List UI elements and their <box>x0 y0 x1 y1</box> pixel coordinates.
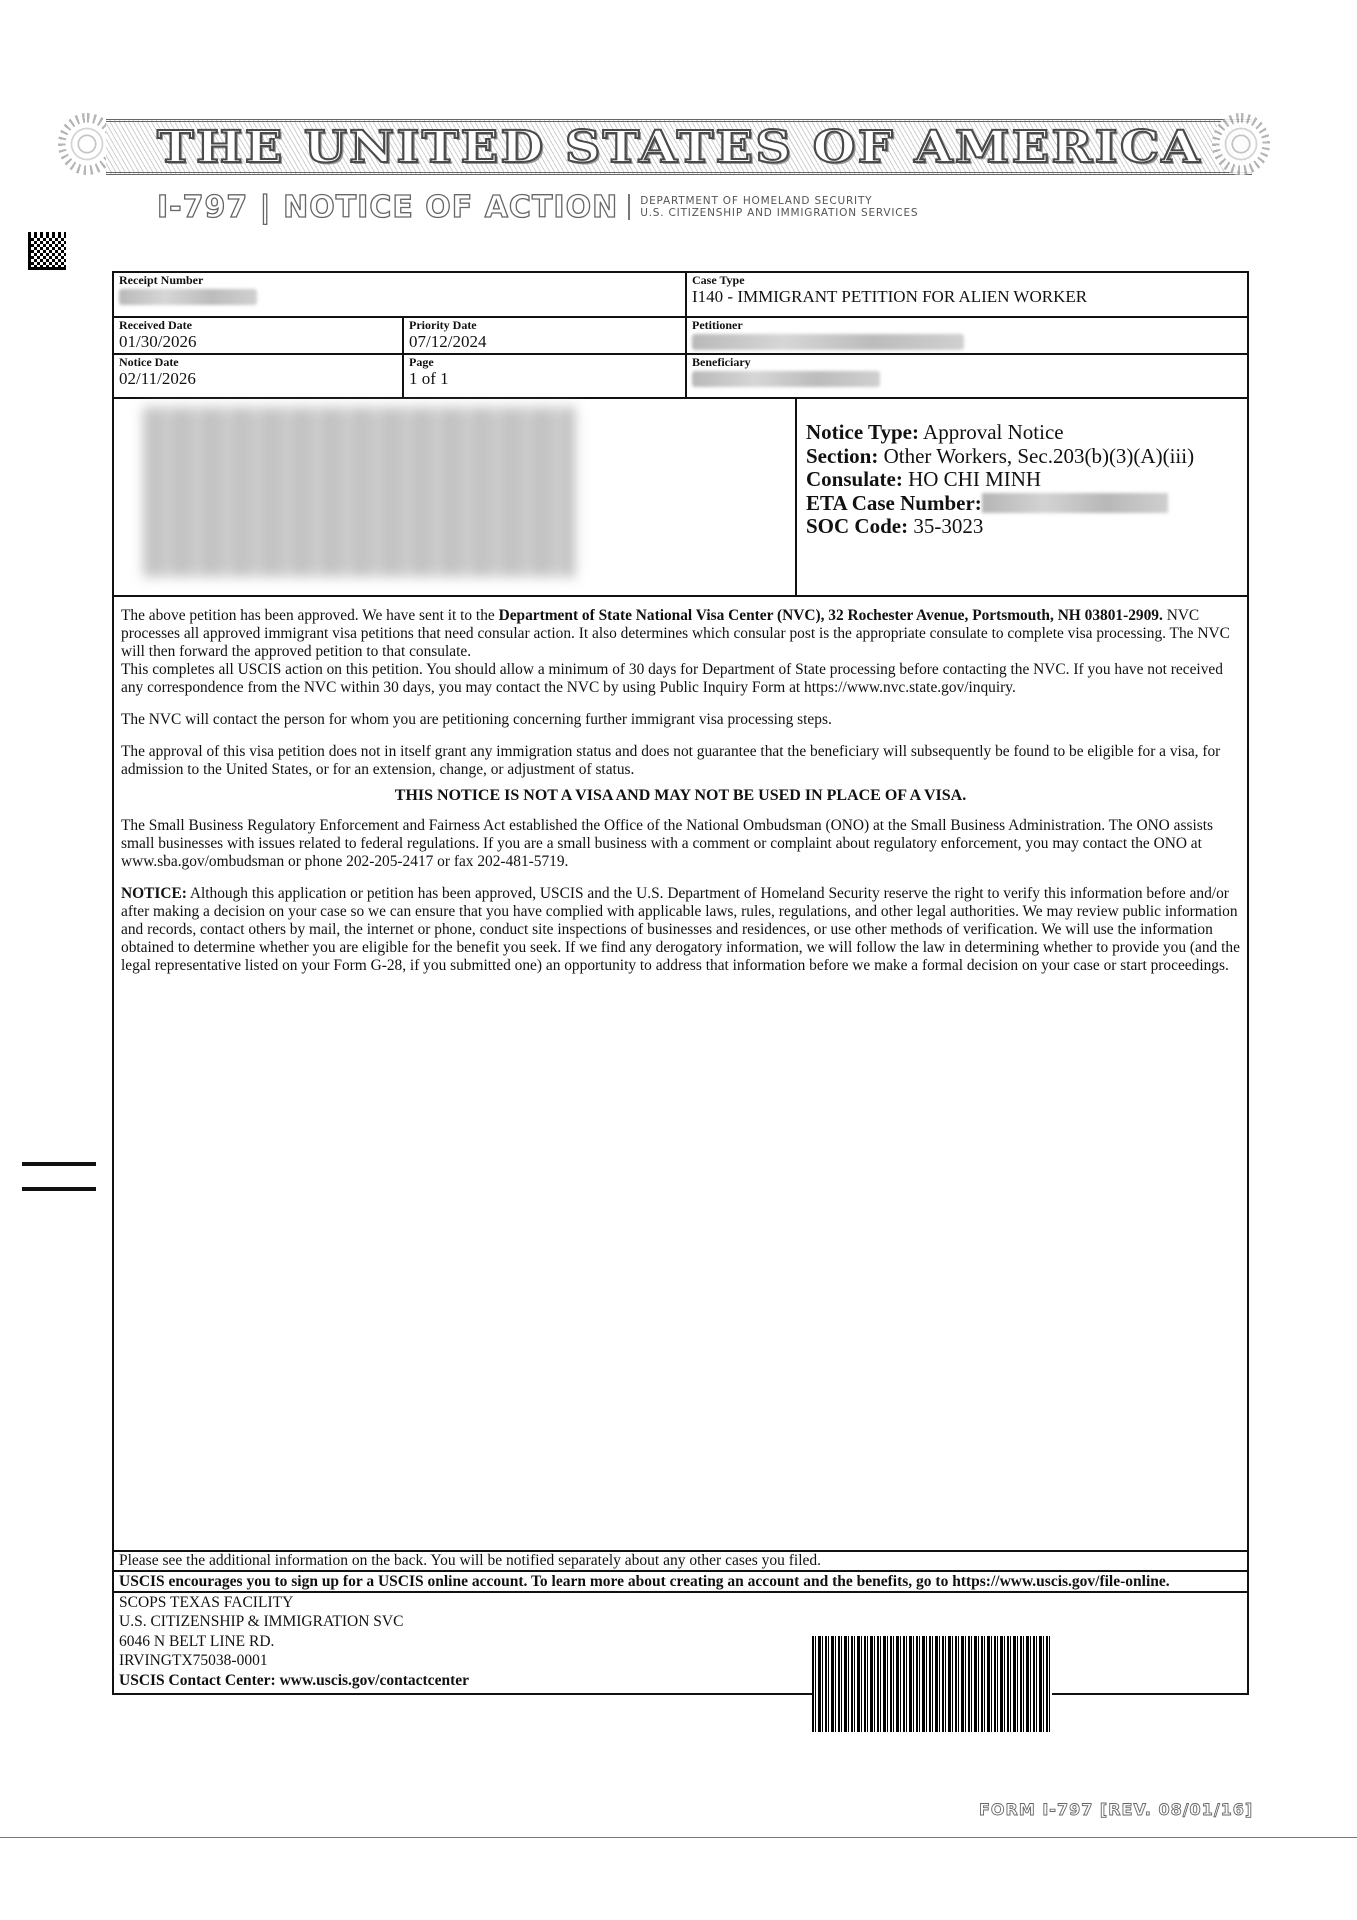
paragraph-status: The approval of this visa petition does not in itself grant any immigration status and does not guarantee that the beneficiary will subsequently be found to be eligible for a visa, for admission to the United States, or for an extension, change, or adjustment of status. <box>121 743 1221 778</box>
paragraph-approval: The above petition has been approved. We have sent it to the Department of State National Visa Center (NVC), 32 Rochester Avenue, Portsmouth, NH 03801-2909. NVC processes all approved immigrant visa petitions that need consular action. It also determines which consular post is the appropriate consulate to complete visa processing. The NVC will then forward the approved petition to that consulate. <box>121 607 1230 660</box>
office-line: U.S. CITIZENSHIP & IMMIGRATION SVC <box>119 1613 404 1631</box>
petitioner-field <box>687 318 1247 355</box>
received-date-field <box>114 318 404 355</box>
page-value: 1 of 1 <box>409 369 449 388</box>
datamatrix-code-icon <box>28 232 66 270</box>
field-label: Notice Date <box>119 355 179 369</box>
contact-center: USCIS Contact Center: www.uscis.gov/contactcenter <box>119 1671 469 1689</box>
field-label: Page <box>409 355 434 369</box>
rosette-ornament-icon <box>1212 113 1270 175</box>
field-label: Received Date <box>119 318 192 332</box>
paragraph-uscis-action: This completes all USCIS action on this petition. You should allow a minimum of 30 days for Department of State processing before contacting the NVC. If you have not received any correspondence from the NVC within 30 days, you may contact the NVC by using Public Inquiry Form at https://www.nvc.state.gov/inquiry. <box>121 661 1223 696</box>
notice-info <box>797 399 1203 595</box>
field-label: Petitioner <box>692 318 743 332</box>
online-account-notice: USCIS encourages you to sign up for a USCIS online account. To learn more about creating an account and the benefits, go to https://www.uscis.gov/file-online. <box>114 1572 1247 1593</box>
paragraph-notice: NOTICE: Although this application or petition has been approved, USCIS and the U.S. Department of Homeland Security reserve the right to verify this information before and/or after making a decision on your case so we can ensure that you have complied with applicable laws, rules, regulations, and other legal authorities. We may review public information and records, contact others by mail, the internet or phone, conduct site inspections of businesses and residences, or use other methods of verification. We will use the information obtained to determine whether you are eligible for the benefit you seek. If we find any derogatory information, we will follow the law in determining whether to provide you (and the legal representative listed on your Form G-28, if you submitted one) an opportunity to address that information before we make a formal decision on your case or start proceedings. <box>121 885 1240 974</box>
petitioner-redacted <box>692 334 964 350</box>
notice-date-field <box>114 355 404 397</box>
department-name <box>640 195 918 219</box>
receipt-number-redacted <box>119 289 257 305</box>
banner-title: THE UNITED STATES OF AMERICA <box>156 121 1202 173</box>
form-revision: FORM I-797 [REV. 08/01/16] <box>979 1800 1254 1819</box>
eta-redacted <box>982 493 1168 513</box>
mailing-address-redacted <box>114 399 797 595</box>
not-a-visa-warning: THIS NOTICE IS NOT A VISA AND MAY NOT BE USED IN PLACE OF A VISA. <box>394 787 967 804</box>
soc-code: SOC Code: 35-3023 <box>806 514 984 538</box>
office-block <box>114 1593 1247 1693</box>
case-type-field <box>687 273 1247 318</box>
notice-body <box>114 597 1247 1552</box>
paragraph-ombudsman: The Small Business Regulatory Enforcement and Fairness Act established the Office of the National Ombudsman (ONO) at the Small Business Administration. The ONO assists small businesses with issues related to federal regulations. If you are a small business with a comment or complaint about regulatory enforcement, you may contact the ONO at www.sba.gov/ombudsman or phone 202-205-2417 or fax 202-481-5719. <box>121 817 1213 870</box>
banner <box>48 113 1310 179</box>
receipt-number-field <box>114 273 687 318</box>
priority-date-field <box>404 318 687 355</box>
redacted-address-block <box>144 407 576 577</box>
field-label: Beneficiary <box>692 355 751 369</box>
field-label: Case Type <box>692 273 745 287</box>
received-date-value: 01/30/2026 <box>119 332 197 351</box>
department-line-1: DEPARTMENT OF HOMELAND SECURITY <box>640 195 873 207</box>
case-fields <box>114 273 1247 399</box>
department-line-2: U.S. CITIZENSHIP AND IMMIGRATION SERVICES <box>640 207 919 219</box>
form-title: I-797 | NOTICE OF ACTION <box>157 189 619 225</box>
paragraph-nvc-contact: The NVC will contact the person for whom you are petitioning concerning further immigrant visa processing steps. <box>121 711 832 728</box>
office-line: IRVINGTX75038-0001 <box>119 1652 268 1670</box>
office-line: SCOPS TEXAS FACILITY <box>119 1594 294 1611</box>
field-label: Receipt Number <box>119 273 204 287</box>
notice-date-value: 02/11/2026 <box>119 369 196 388</box>
additional-info: Please see the additional information on the back. You will be notified separately about any other cases you filed. <box>114 1552 1247 1572</box>
office-line: 6046 N BELT LINE RD. <box>119 1632 275 1650</box>
consulate: Consulate: HO CHI MINH <box>806 467 1042 491</box>
notice-type: Notice Type: Approval Notice <box>806 420 1064 444</box>
beneficiary-field <box>687 355 1247 397</box>
banner-frame <box>106 119 1252 175</box>
priority-date-value: 07/12/2024 <box>409 332 487 351</box>
barcode-icon <box>812 1636 1052 1732</box>
section: Section: Other Workers, Sec.203(b)(3)(A)(iii) <box>806 443 1195 468</box>
office-address <box>114 1593 684 1693</box>
page-field <box>404 355 687 397</box>
side-mark <box>22 1187 96 1191</box>
address-and-notice-info <box>114 399 1247 597</box>
beneficiary-redacted <box>692 371 880 387</box>
notice-form <box>112 271 1249 1695</box>
form-header <box>157 189 918 225</box>
field-label: Priority Date <box>409 318 477 332</box>
side-mark <box>22 1162 96 1166</box>
eta-case-number: ETA Case Number: <box>806 492 1194 516</box>
header-divider <box>628 194 630 220</box>
case-type-value: I140 - IMMIGRANT PETITION FOR ALIEN WORKER <box>692 287 1088 306</box>
page-bottom-rule <box>0 1837 1357 1838</box>
